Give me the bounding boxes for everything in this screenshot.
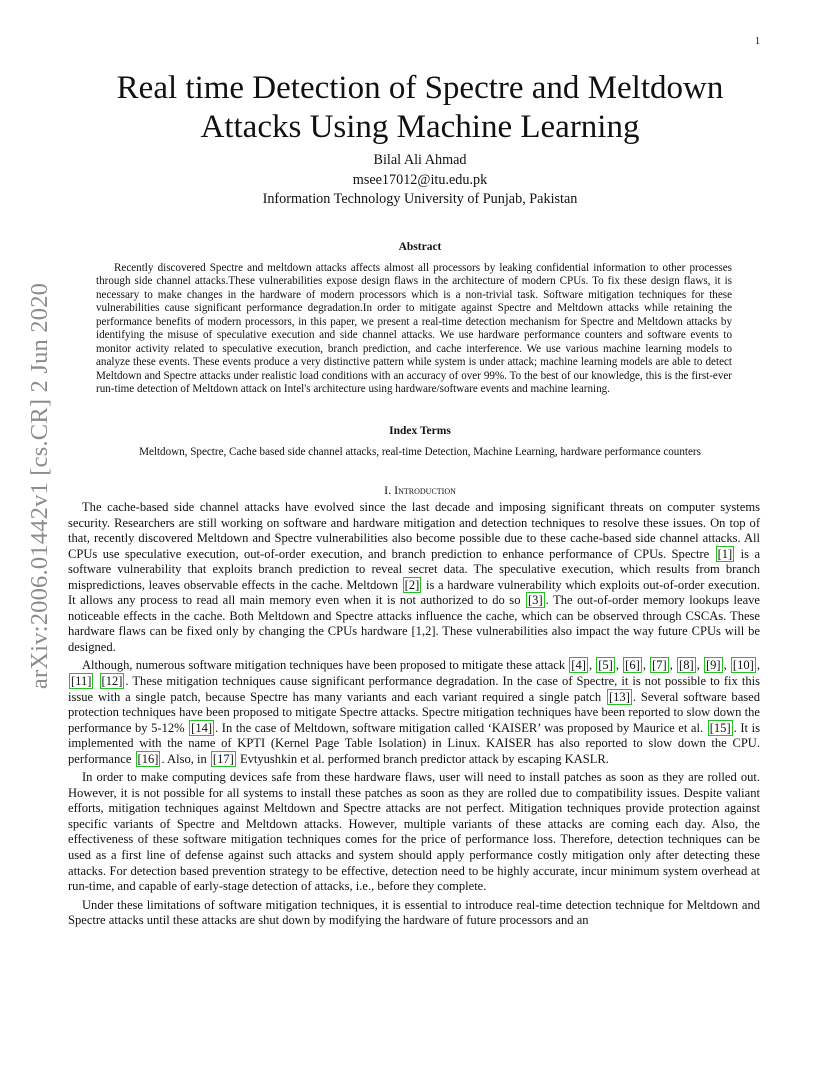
text-run: . It is implemented with the name of KPTI (Kernel Page Table Isolation) in Linux. KAISER has also reported to slow down the CPU. performance <box>68 720 760 766</box>
arxiv-stamp <box>22 282 58 690</box>
text-run: . In the case of Meltdown, software mitigation called ‘KAISER’ was proposed by Maurice et al. <box>215 720 707 735</box>
citation-link[interactable]: [15] <box>709 720 731 735</box>
citation-link[interactable]: [2] <box>404 577 420 592</box>
citation-link[interactable]: [8] <box>679 658 694 673</box>
citation-link[interactable]: [11] <box>71 674 92 689</box>
text-run: Evtyushkin et al. performed branch predictor attack by escaping KASLR. <box>236 751 609 766</box>
text-run: is a software vulnerability that exploits branch prediction to reveal secret data. The speculative execution, which results from branch mispredictions, leaves observable effects in the cache. Meltdown <box>68 546 761 592</box>
text-run: Although, numerous software mitigation techniques have been proposed to mitigate these attack <box>82 658 569 673</box>
body-text <box>68 500 760 932</box>
text-run: . Several software based protection techniques have been proposed to mitigate Spectre attacks. Spectre mitigation techniques have been reported to slow down the performance by 5-12% <box>68 689 760 735</box>
citation-link[interactable]: [9] <box>705 658 721 673</box>
author-block <box>80 151 760 210</box>
title-line-1: Real time Detection of Spectre and Meltdown <box>116 70 724 106</box>
text-run: . The out-of-order memory lookups leave noticeable effects in the cache. Both Meltdown and Spectre attacks influence the cache, which can be observed through CSCAs. These hardware flaws can be fixed only by changing the CPUs hardware [1,2]. These vulnerabilities also impact the way future CPUs will be designed. <box>68 593 760 654</box>
index-terms-text: Meltdown, Spectre, Cache based side channel attacks, real-time Detection, Machine Learning, hardware performance counters <box>139 446 701 458</box>
citation-link[interactable]: [17] <box>212 751 234 766</box>
citation-link[interactable]: [13] <box>608 689 630 704</box>
section-heading <box>80 483 760 498</box>
section-number: I. <box>384 483 395 497</box>
citation-link[interactable]: [1] <box>717 546 733 561</box>
paper-title <box>80 69 760 147</box>
paragraph-1 <box>68 500 760 655</box>
author-name: Bilal Ali Ahmad <box>373 152 467 168</box>
citation-link[interactable]: [14] <box>191 720 213 735</box>
section-title: Introduction <box>394 483 456 497</box>
page-number: 1 <box>755 36 760 47</box>
arxiv-identifier: arXiv:2006.01442v1 [cs.CR] 2 Jun 2020 <box>26 282 53 690</box>
citation-link[interactable]: [4] <box>571 658 586 673</box>
abstract-heading: Abstract <box>398 241 442 253</box>
text-run: The cache-based side channel attacks have evolved since the last decade and imposing significant threats on computer systems security. Researchers are still working on software and hardware mitigation and detection techniques to resolve these issues. On top of that, recently discovered Meltdown and Spectre vulnerabilities also become possible due to these cache-based side channel attacks. All CPUs use speculative execution, out-of-order execution, and branch prediction to enhance performance of CPUs. Spectre <box>68 500 760 561</box>
citation-link[interactable]: [3] <box>528 593 543 608</box>
citation-link[interactable]: [16] <box>137 751 159 766</box>
citation-link[interactable]: [12] <box>101 674 123 689</box>
citation-link[interactable]: [5] <box>598 658 613 673</box>
index-terms-heading: Index Terms <box>389 425 451 437</box>
author-affiliation: Information Technology University of Punjab, Pakistan <box>262 191 578 207</box>
text-run: is a hardware vulnerability which exploits out-of-order execution. It allows any process to read all main memory even when it is not authorized to do so <box>68 577 760 608</box>
paragraph-3: In order to make computing devices safe from these hardware flaws, user will need to install patches as soon as they are rolled out. However, it is not possible for all systems to install these patches as soon as they are rolled due to compatibility issues. Despite valiant efforts, mitigation techniques against Meltdown and Spectre attacks are not perfect. Mitigation techniques provide protection against specific variants of Spectre and Meltdown attacks. However, multiple variants of these attacks are coming each day. Also, the effectiveness of these software mitigation techniques comes for the price of performance loss. Therefore, detection techniques can be used as a first line of defense against such attacks and system should apply performance costly mitigation only after detecting these attacks. For detection based prevention strategy to be effective, detection need to be highly accurate, incur minimum system overhead at run-time, and capable of early-stage detection of attacks, i.e., before they complete. <box>68 770 760 894</box>
text-run: . These mitigation techniques cause significant performance degradation. In the case of Spectre, it is not possible to fix this issue with a single patch, because Spectre has many variants and each variant required a single patch <box>68 674 760 704</box>
citation-link[interactable]: [7] <box>652 658 667 673</box>
author-email: msee17012@itu.edu.pk <box>352 171 488 188</box>
citation-link[interactable]: [6] <box>625 658 640 673</box>
paragraph-4: Under these limitations of software mitigation techniques, it is essential to introduce real-time detection technique for Meltdown and Spectre attacks until these attacks are shut down by modifying the hardware of future processors and an <box>68 897 760 928</box>
citation-link[interactable]: [10] <box>732 658 754 673</box>
paragraph-2: Although, numerous software mitigation techniques have been proposed to mitigate these attack [4] , [5] , [6] , [7] , [8] , [9] , [10] , [11] [12] . These mitigation techniques cause significant performance degradation. In the case of Spectre, it is not possible to fix this issue with a single patch, because Spectre has many variants and each variant required a single patch [13] . Several software based protection techniques have been proposed to mitigate Spectre attacks. Spectre mitigation techniques have been reported to slow down the performance by 5-12% [14] . In the case of Meltdown, software mitigation called ‘KAISER’ was proposed by Maurice et al. [15] . It is implemented with the name of KPTI (Kernel Page Table Isolation) in Linux. KAISER has also reported to slow down the CPU. performance [16] . Also, in [17] Evtyushkin et al. performed branch predictor attack by escaping KASLR. <box>68 658 760 766</box>
title-line-2: Attacks Using Machine Learning <box>200 109 640 145</box>
text-run: . Also, in <box>161 751 210 766</box>
abstract-text: Recently discovered Spectre and meltdown attacks affects almost all processors by leaking confidential information to other processes through side channel attacks.These vulnerabilities expose design flaws in the architecture of modern CPUs. To fix these design flaws, it is necessary to make changes in the hardware of modern processors which is a non-trivial task. Software mitigation techniques for these vulnerabilities cause significant performance degradation.In order to mitigate against Spectre and Meltdown attacks while retaining the performance benefits of modern processors, in this paper, we present a real-time detection mechanism for Spectre and Meltdown attacks by identifying the misuse of speculative execution and side channel attacks. We use hardware performance counters and software events to monitor activity related to speculative execution, branch prediction, and cache interference. We use various machine learning models to analyze these events. These events produce a very distinctive pattern while system is under attack; machine learning models are able to detect Meltdown and Spectre attacks under realistic load conditions with an accuracy of over 99%. To the best of our knowledge, this is the first-ever run-time detection of Meltdown attack on Intel's architecture using hardware/software events and machine learning. <box>96 262 732 396</box>
